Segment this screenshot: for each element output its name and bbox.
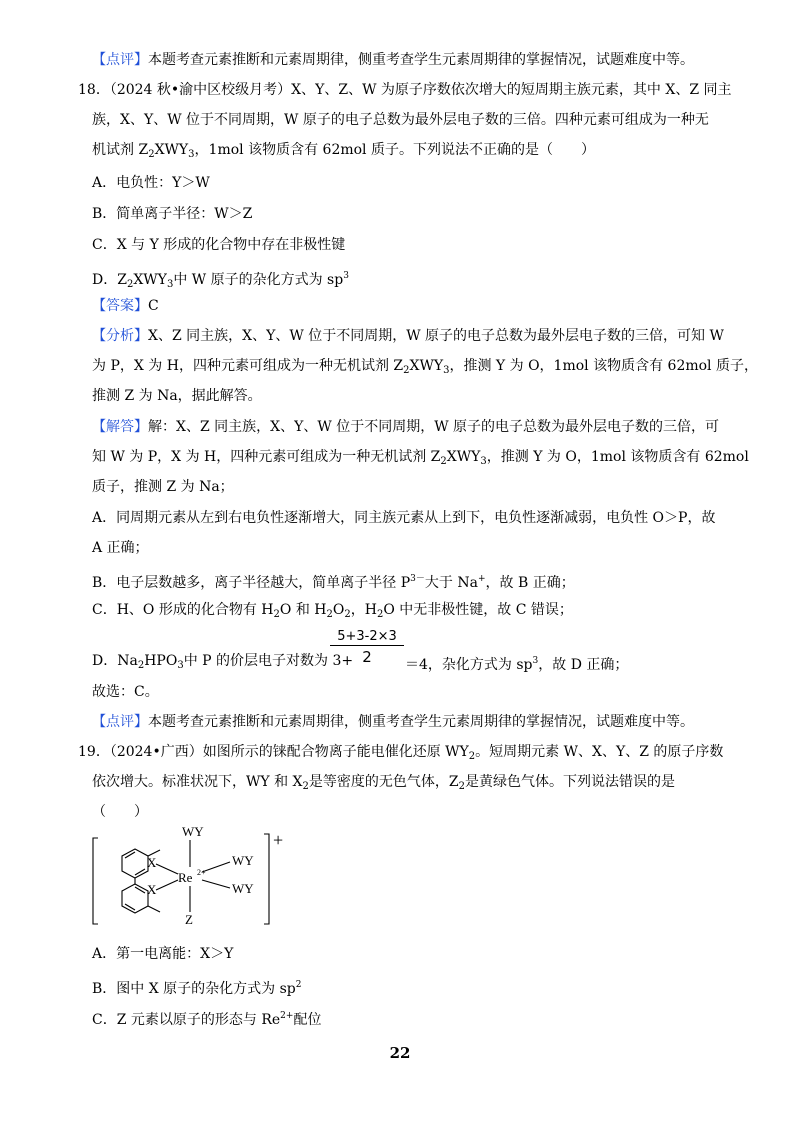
q18-solution-line-2: 知 W 为 P，X 为 H，四种元素可组成为一种无机试剂 $Z_2XWY_3$，推测 Y 为 O，1mol 该物质含有 62mol bbox=[92, 449, 749, 467]
q18-option-c: C．X 与 Y 形成的化合物中存在非极性键 bbox=[92, 237, 346, 253]
q18-choose: 故选：C。 bbox=[92, 684, 159, 700]
q18-answer-line bbox=[92, 296, 159, 316]
q18-solution-b: B．电子层数越多，离子半径越大，简单离子半径 $P^{3-}$大于 Na+，故 B 正确； bbox=[92, 574, 575, 591]
x-label-upper: X bbox=[147, 855, 157, 870]
x-label-lower: X bbox=[147, 882, 157, 897]
analysis-tag: 【分析】 bbox=[92, 328, 148, 344]
q18-solution-a-line-1: A．同周期元素从左到右电负性逐渐增大，同主族元素从上到下，电负性逐渐减弱，电负性 O＞P，故 bbox=[92, 510, 716, 526]
fraction-numerator: 5+3-2×3 bbox=[330, 629, 404, 646]
q18-comment: 【点评】本题考查元素推断和元素周期律，侧重考查学生元素周期律的掌握情况，试题难度中等。 bbox=[92, 714, 694, 730]
q18-option-d: D．$Z_2XWY_3$中 W 原子的杂化方式为 $sp^3$ bbox=[92, 271, 349, 290]
q18-solution-d-tail: ＝4，杂化方式为 $sp^3$，故 D 正确； bbox=[405, 656, 629, 673]
ion-charge-label: + bbox=[273, 830, 284, 850]
wy-right-upper-label: WY bbox=[232, 853, 254, 868]
q18-solution-d: D．$Na_2HPO_3$中 P 的价层电子对数为 3+ bbox=[92, 653, 354, 671]
fraction bbox=[330, 629, 404, 666]
comment-line-top bbox=[92, 50, 694, 70]
q19-option-b: B．图中 X 原子的杂化方式为 $sp^2$ bbox=[92, 980, 302, 997]
rhenium-complex-structure bbox=[90, 822, 300, 930]
wy-top-label: WY bbox=[182, 824, 204, 839]
q18-stem-line-1: 18．（2024 秋•渝中区校级月考）X、Y、Z、W 为原子序数依次增大的短周期主族元素，其中 X、Z 同主 bbox=[78, 82, 732, 98]
answer-tag: 【答案】 bbox=[92, 298, 148, 314]
q18-solution-line-3: 质子，推测 Z 为 Na； bbox=[92, 479, 234, 495]
solution-tag: 【解答】 bbox=[92, 419, 148, 435]
q19-option-a: A．第一电离能：X＞Y bbox=[92, 946, 234, 962]
q18-stem-line-3: 机试剂 $Z_2XWY_3$，1mol 该物质含有 62mol 质子。下列说法不正确的是（ ） bbox=[92, 142, 595, 160]
q18-solution-a-line-2: A 正确； bbox=[92, 540, 149, 556]
q18-analysis-line-1: 【分析】X、Z 同主族，X、Y、W 位于不同周期，W 原子的电子总数为最外层电子数的三倍，可知 W bbox=[92, 328, 724, 344]
q18-analysis-line-3: 推测 Z 为 Na，据此解答。 bbox=[92, 388, 262, 404]
page-number: 22 bbox=[389, 1044, 411, 1062]
q18-solution-line-1: 【解答】解：X、Z 同主族，X、Y、W 位于不同周期，W 原子的电子总数为最外层电子数的三倍，可 bbox=[92, 419, 720, 435]
q19-stem-line-1: 19．（2024•广西）如图所示的铼配合物离子能电催化还原 $WY_2$。短周期元素 W、X、Y、Z 的原子序数 bbox=[78, 744, 724, 762]
re-label: Re bbox=[178, 870, 193, 885]
fraction-denominator: 2 bbox=[362, 648, 372, 666]
answer-value: C bbox=[148, 298, 159, 314]
q19-stem-line-2: 依次增大。标准状况下，WY 和 $X_2$是等密度的无色气体，$Z_2$是黄绿色气体。下列说法错误的是 bbox=[92, 774, 675, 792]
q19-stem-line-3: （ ） bbox=[92, 804, 148, 820]
q18-option-a: A．电负性：Y＞W bbox=[92, 175, 210, 191]
comment-text: 本题考查元素推断和元素周期律，侧重考查学生元素周期律的掌握情况，试题难度中等。 bbox=[148, 52, 694, 68]
q18-solution-c: C．H、O 形成的化合物有 $H_2O$ 和 $H_2O_2$，$H_2O$ 中无非极性键，故 C 错误； bbox=[92, 602, 573, 620]
z-label: Z bbox=[185, 912, 193, 927]
re-charge-label: 2+ bbox=[197, 868, 206, 877]
comment-tag: 【点评】 bbox=[92, 714, 148, 730]
comment-tag: 【点评】 bbox=[92, 52, 148, 68]
q18-stem-line-2: 族，X、Y、W 位于不同周期，W 原子的电子总数为最外层电子数的三倍。四种元素可组成为一种无 bbox=[92, 112, 709, 128]
q18-analysis-line-2: 为 P，X 为 H，四种元素可组成为一种无机试剂 $Z_2XWY_3$，推测 Y 为 O，1mol 该物质含有 62mol 质子， bbox=[92, 358, 758, 376]
q18-option-b: B．简单离子半径：W＞Z bbox=[92, 206, 253, 222]
q19-option-c: C．Z 元素以原子的形态与 $Re^{2+}$配位 bbox=[92, 1011, 322, 1028]
wy-right-lower-label: WY bbox=[232, 881, 254, 896]
